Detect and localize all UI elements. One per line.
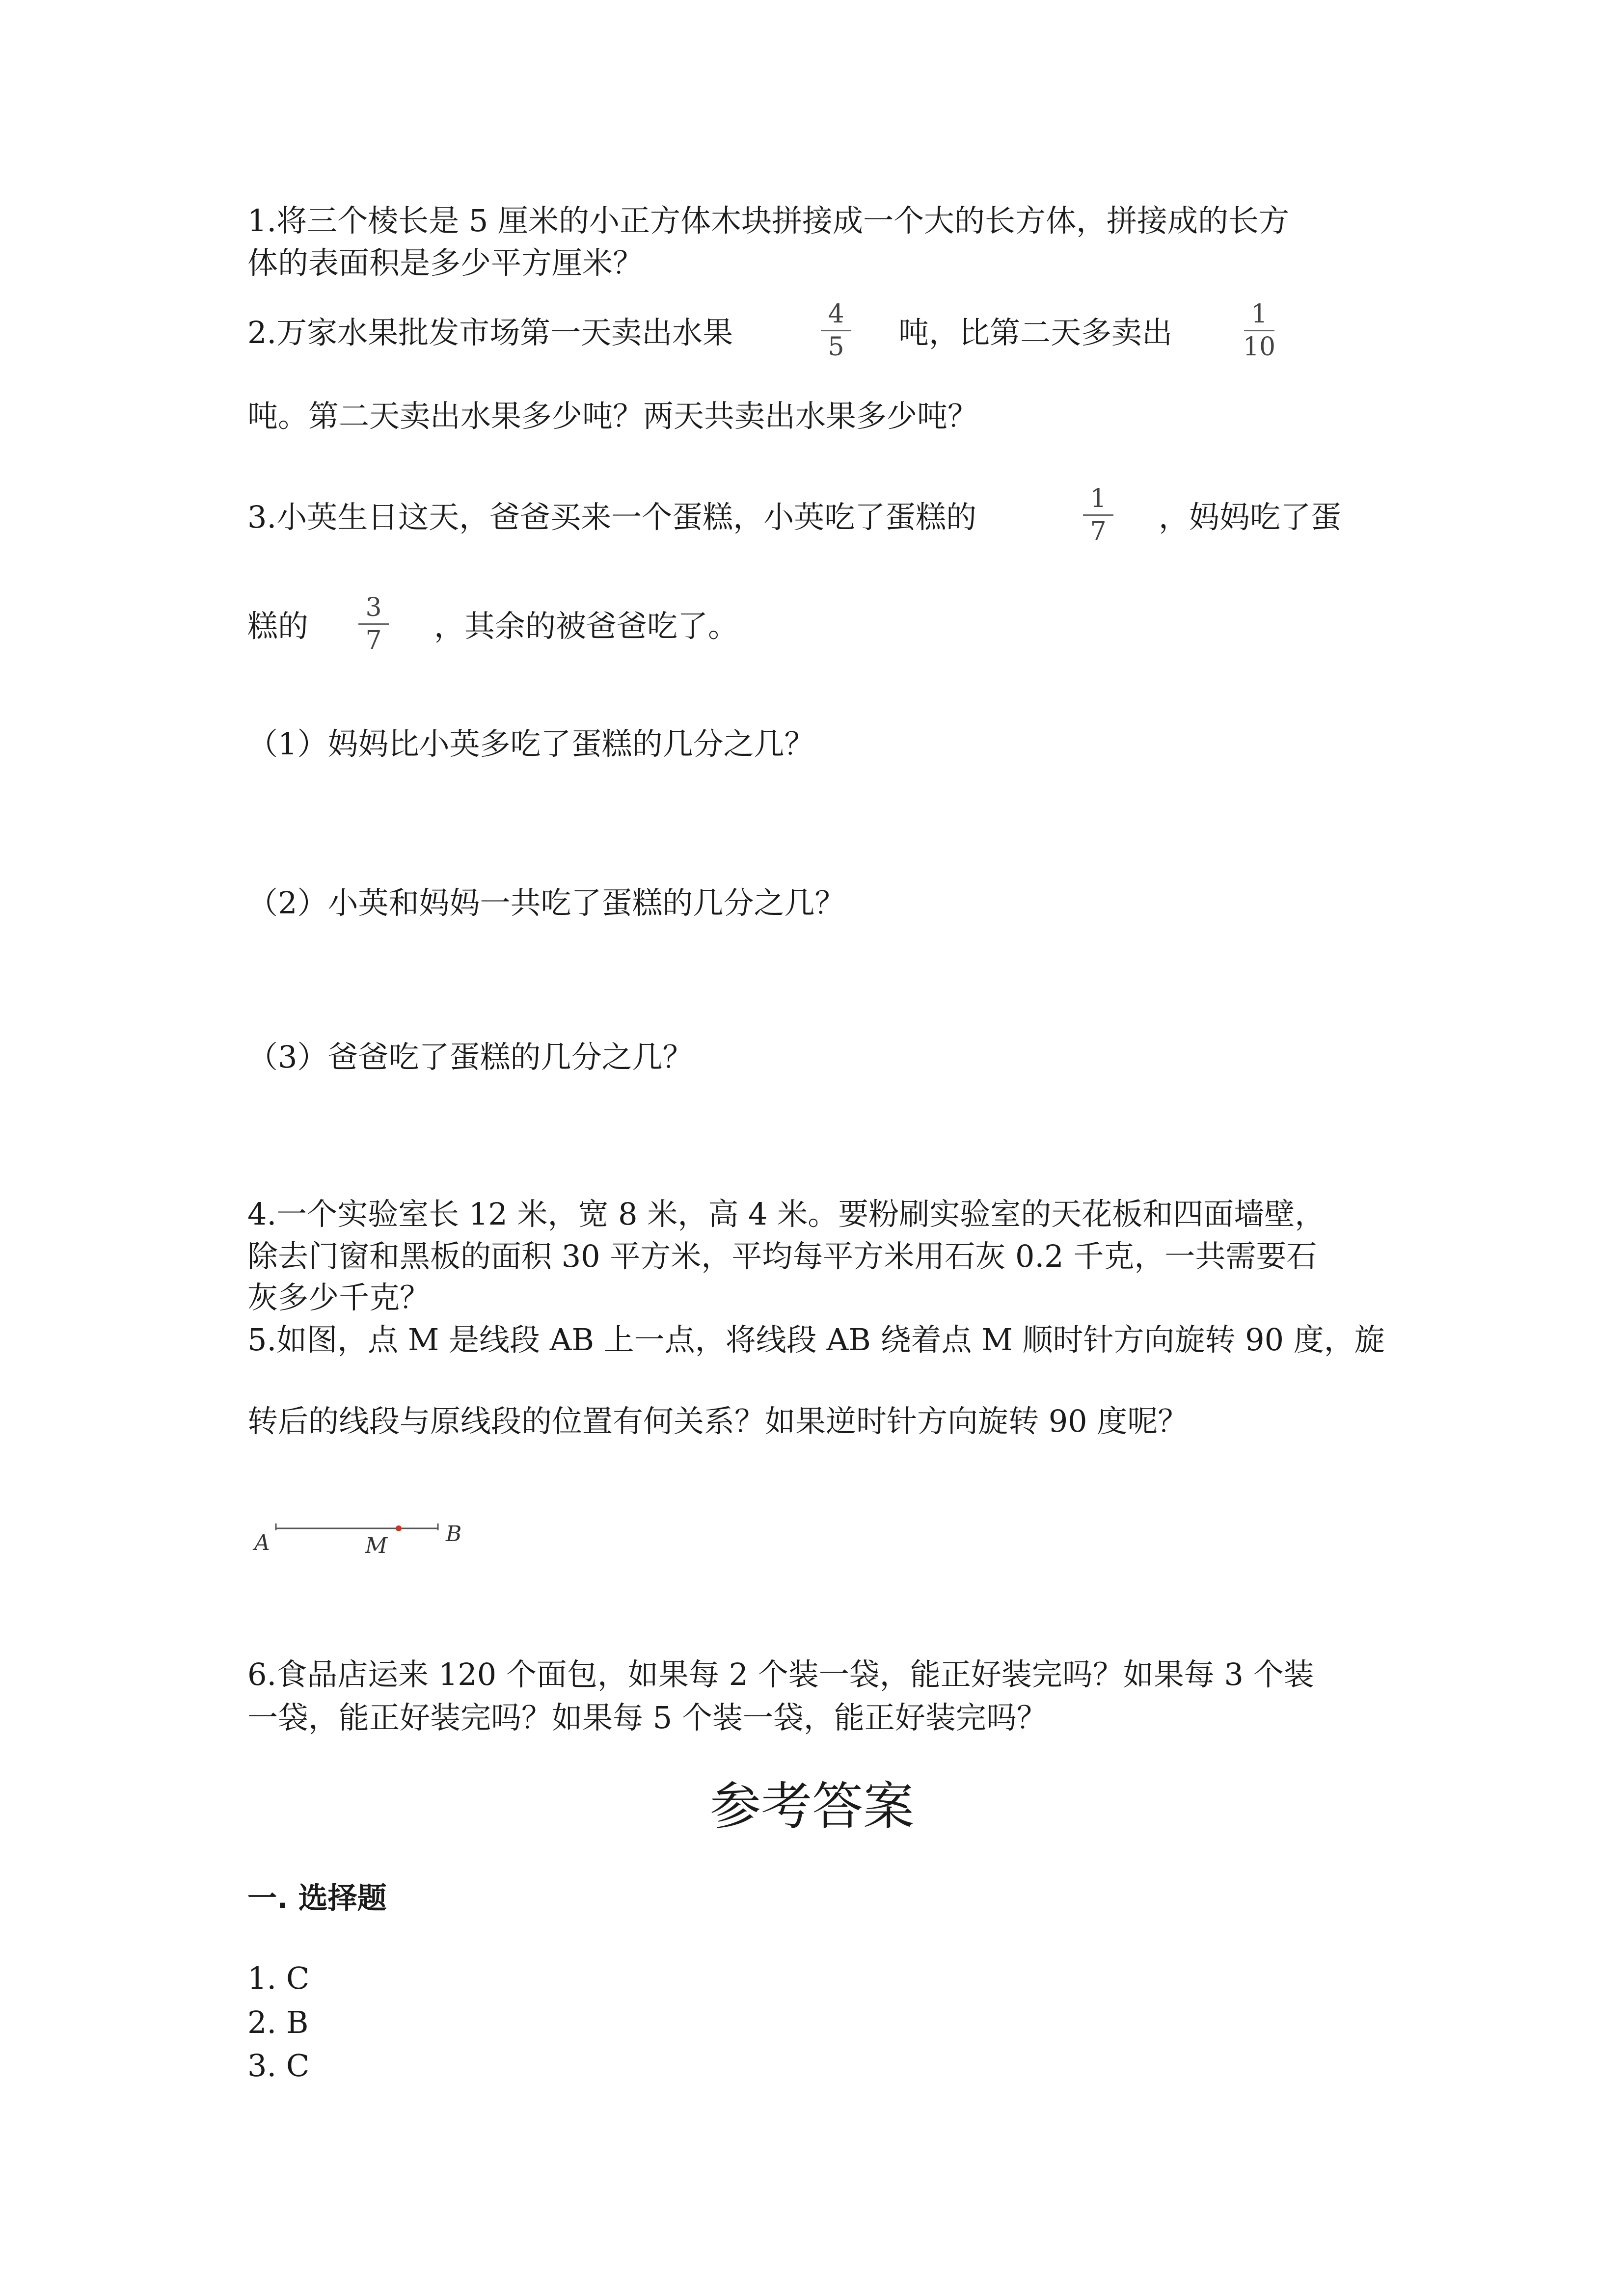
answer-item: 1. C [247, 1960, 310, 1996]
answer-heading: 参考答案 [709, 1776, 914, 1836]
q3-part2: ，妈妈吃了蛋 [1159, 499, 1342, 535]
q3-fraction-1 [1076, 485, 1120, 545]
q4-line2: 除去门窗和黑板的面积 30 平方米，平均每平方米用石灰 0.2 千克，一共需要石 [247, 1238, 1317, 1274]
q3-fraction-2 [352, 594, 396, 654]
q2-part2: 吨，比第二天多卖出 [898, 315, 1173, 350]
answer-item: 2. B [247, 2004, 309, 2040]
q3-sub1: （1）妈妈比小英多吃了蛋糕的几分之几？ [247, 726, 815, 762]
q6-line2: 一袋，能正好装完吗？如果每 5 个装一袋，能正好装完吗？ [247, 1700, 1047, 1735]
answer-item: 3. C [247, 2048, 310, 2083]
q3-part4: ，其余的被爸爸吃了。 [434, 608, 739, 644]
label-b: B [446, 1522, 462, 1547]
label-m: M [365, 1533, 388, 1558]
label-a: A [254, 1530, 270, 1555]
section-choice-title: 一. 选择题 [247, 1881, 387, 1916]
q2-fraction-1 [814, 300, 858, 361]
q6-line1: 6.食品店运来 120 个面包，如果每 2 个装一袋，能正好装完吗？如果每 3 个装 [247, 1656, 1314, 1692]
fraction-bar [821, 330, 851, 331]
q4-line1: 4.一个实验室长 12 米，宽 8 米，高 4 米。要粉刷实验室的天花板和四面墙壁， [247, 1196, 1326, 1232]
q5-line1: 5.如图，点 M 是线段 AB 上一点，将线段 AB 绕着点 M 顺时针方向旋转 90 度，旋 [247, 1322, 1385, 1358]
q3-fraction-2-numerator: 3 [365, 593, 382, 622]
segment-ab-figure [245, 1507, 481, 1573]
q2-line2: 吨。第二天卖出水果多少吨？两天共卖出水果多少吨？ [247, 398, 978, 434]
q2-fraction-2 [1237, 300, 1281, 361]
point-m-dot [396, 1525, 402, 1531]
q1-line1: 1.将三个棱长是 5 厘米的小正方体木块拼接成一个大的长方体，拼接成的长方 [247, 203, 1290, 239]
q2-fraction-1-denominator: 5 [828, 332, 844, 362]
q3-fraction-2-denominator: 7 [365, 626, 382, 655]
q2-fraction-2-numerator: 1 [1251, 299, 1268, 329]
fraction-bar [1244, 330, 1274, 331]
q3-sub2: （2）小英和妈妈一共吃了蛋糕的几分之几？ [247, 885, 845, 921]
q2-fraction-2-denominator: 10 [1243, 332, 1276, 362]
q1-line2: 体的表面积是多少平方厘米？ [247, 245, 644, 281]
q3-fraction-1-numerator: 1 [1090, 484, 1107, 513]
q2-fraction-1-numerator: 4 [828, 299, 844, 329]
q5-line2: 转后的线段与原线段的位置有何关系？如果逆时针方向旋转 90 度呢？ [247, 1403, 1189, 1439]
q3-part3: 糕的 [247, 608, 309, 644]
fraction-bar [1083, 514, 1113, 516]
q3-sub3: （3）爸爸吃了蛋糕的几分之几？ [247, 1039, 693, 1075]
q2-part1: 2.万家水果批发市场第一天卖出水果 [247, 315, 733, 350]
fraction-bar [358, 623, 389, 625]
segment-ab-svg [245, 1507, 481, 1571]
q4-line3: 灰多少千克？ [247, 1280, 431, 1315]
q3-fraction-1-denominator: 7 [1090, 517, 1107, 546]
q3-part1: 3.小英生日这天，爸爸买来一个蛋糕，小英吃了蛋糕的 [247, 499, 977, 535]
